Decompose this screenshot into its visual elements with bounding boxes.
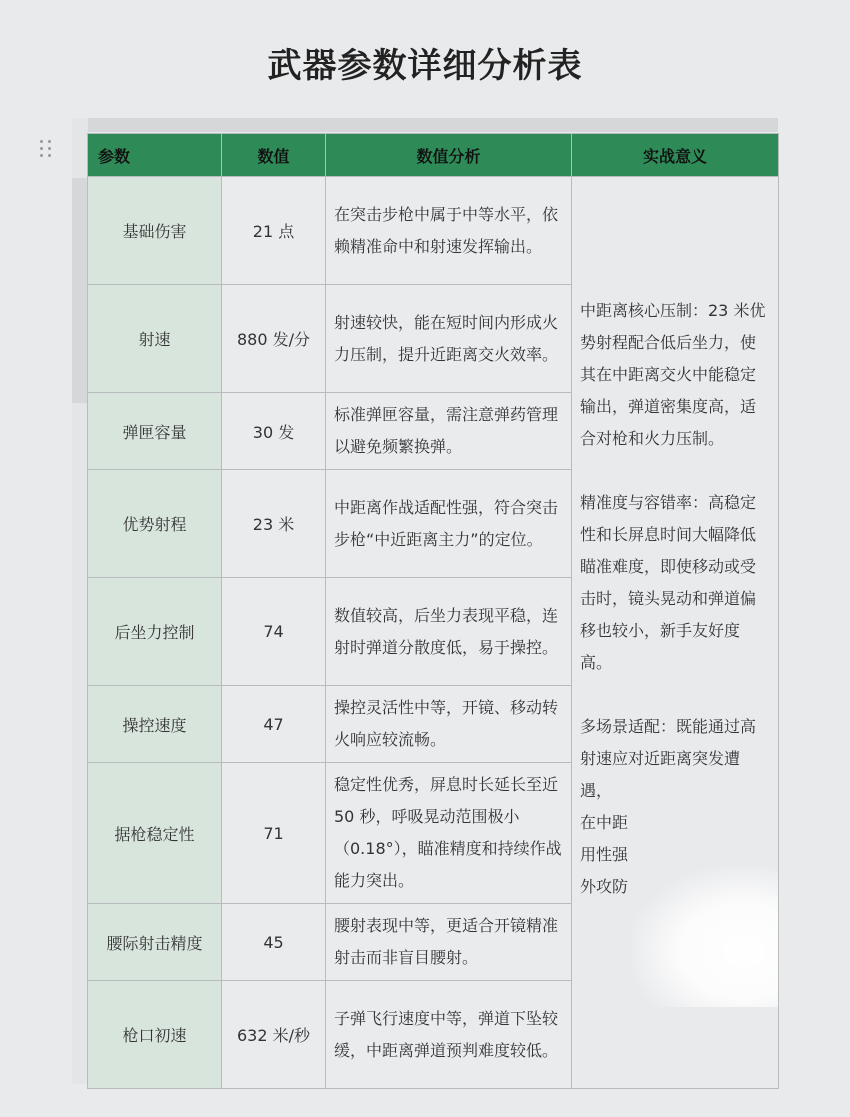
page-title: 武器参数详细分析表 — [267, 46, 583, 86]
header-meaning: 实战意义 — [572, 134, 779, 177]
value-cell: 74 — [222, 578, 326, 686]
value-cell: 21 点 — [222, 177, 326, 285]
meaning-paragraph: 精准度与容错率：高稳定性和长屏息时间大幅降低瞄准难度，即使移动或受击时，镜头晃动和弹道偏移也较小，新手友好度高。 — [580, 493, 757, 672]
drag-handle-icon[interactable] — [40, 140, 52, 158]
value-cell: 71 — [222, 763, 326, 904]
param-cell: 枪口初速 — [88, 981, 222, 1089]
analysis-cell: 在突击步枪中属于中等水平，依赖精准命中和射速发挥输出。 — [326, 177, 572, 285]
param-cell: 腰际射击精度 — [88, 904, 222, 981]
table-header-row — [88, 134, 779, 177]
value-cell: 632 米/秒 — [222, 981, 326, 1089]
value-cell: 47 — [222, 686, 326, 763]
param-cell: 弹匣容量 — [88, 393, 222, 470]
analysis-cell: 射速较快，能在短时间内形成火力压制，提升近距离交火效率。 — [326, 285, 572, 393]
value-cell: 23 米 — [222, 470, 326, 578]
param-cell: 基础伤害 — [88, 177, 222, 285]
header-analysis: 数值分析 — [326, 134, 572, 177]
analysis-cell: 数值较高，后坐力表现平稳，连射时弹道分散度低，易于操控。 — [326, 578, 572, 686]
column-resize-strip[interactable] — [88, 118, 778, 132]
param-cell: 射速 — [88, 285, 222, 393]
analysis-cell: 标准弹匣容量，需注意弹药管理以避免频繁换弹。 — [326, 393, 572, 470]
param-cell: 后坐力控制 — [88, 578, 222, 686]
param-cell: 优势射程 — [88, 470, 222, 578]
header-value: 数值 — [222, 134, 326, 177]
analysis-cell: 中距离作战适配性强，符合突击步枪“中近距离主力”的定位。 — [326, 470, 572, 578]
meaning-line: 多场景适配：既能通过高射速应对近距离突发遭遇， — [580, 717, 757, 800]
row-select-thumb[interactable] — [72, 178, 88, 403]
meaning-line: 在中距 — [580, 813, 629, 832]
meaning-cell — [572, 177, 779, 1089]
value-cell: 880 发/分 — [222, 285, 326, 393]
analysis-cell: 子弹飞行速度中等，弹道下坠较缓，中距离弹道预判难度较低。 — [326, 981, 572, 1089]
header-param: 参数 — [88, 134, 222, 177]
analysis-cell: 稳定性优秀，屏息时长延长至近 50 秒，呼吸晃动范围极小（0.18°），瞄准精度和持续作战能力突出。 — [326, 763, 572, 904]
table-row — [88, 177, 779, 285]
param-cell: 据枪稳定性 — [88, 763, 222, 904]
meaning-line: 外攻防 — [580, 877, 629, 896]
meaning-line: 用性强 — [580, 845, 629, 864]
analysis-cell: 操控灵活性中等，开镜、移动转火响应较流畅。 — [326, 686, 572, 763]
param-cell: 操控速度 — [88, 686, 222, 763]
row-select-bar[interactable] — [72, 118, 88, 1084]
value-cell: 30 发 — [222, 393, 326, 470]
value-cell: 45 — [222, 904, 326, 981]
weapon-params-table — [87, 133, 779, 1089]
analysis-cell: 腰射表现中等，更适合开镜精准射击而非盲目腰射。 — [326, 904, 572, 981]
meaning-paragraph: 中距离核心压制：23 米优势射程配合低后坐力，使其在中距离交火中能稳定输出，弹道密集度高，适合对枪和火力压制。 — [580, 301, 766, 448]
overlay-glare — [632, 867, 779, 1007]
